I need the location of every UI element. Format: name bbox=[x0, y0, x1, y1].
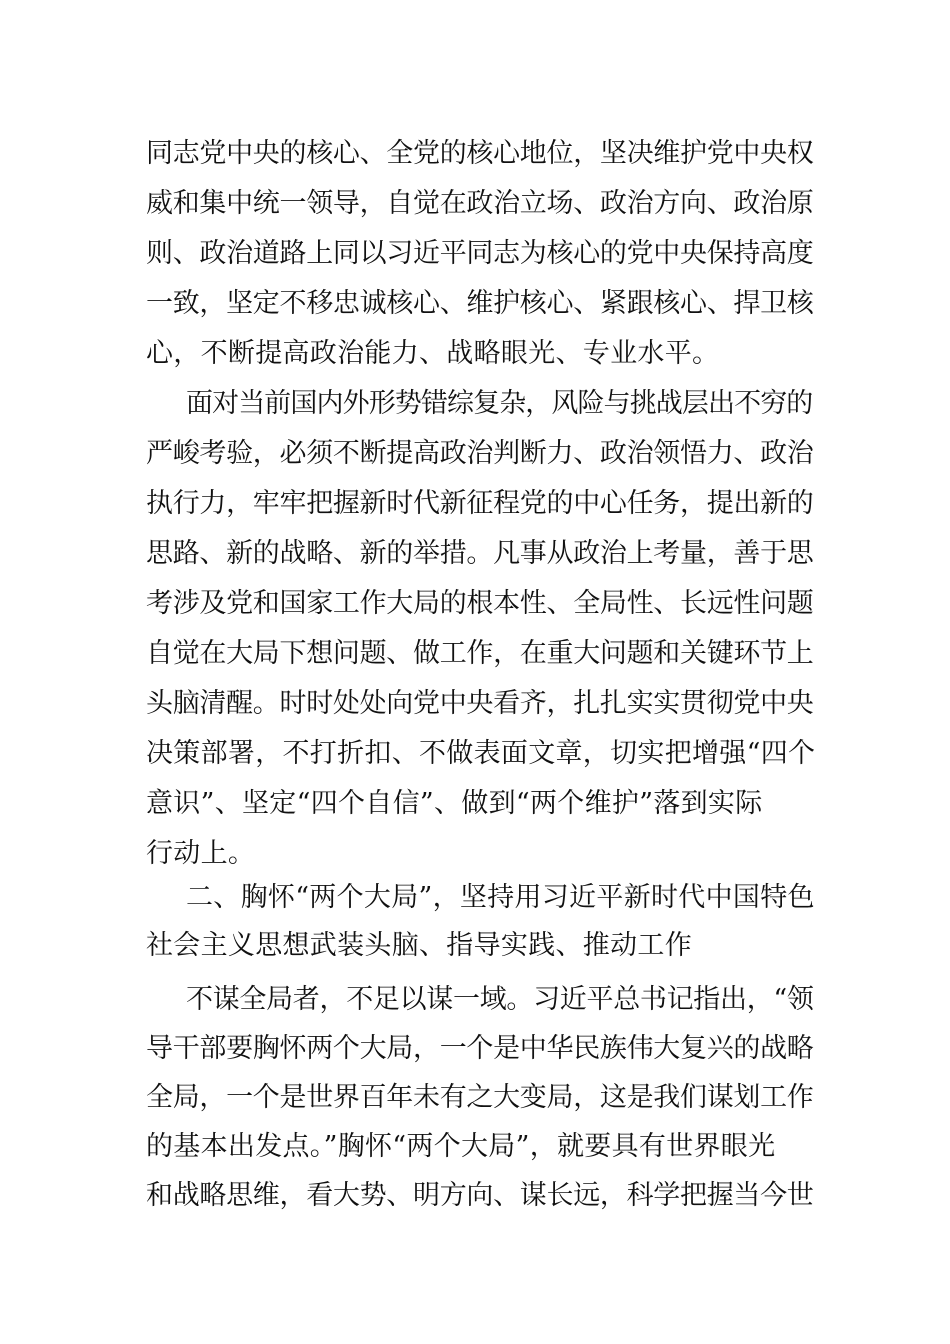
text-line: 一致，坚定不移忠诚核心、维护核心、紧跟核心、捍卫核 bbox=[146, 288, 814, 319]
section-heading-line: 社会主义思想武装头脑、指导实践、推动工作 bbox=[146, 930, 692, 961]
text-line: 的基本出发点。”胸怀“两个大局”，就要具有世界眼光 bbox=[146, 1131, 776, 1162]
text-line: 考涉及党和国家工作大局的根本性、全局性、长远性问题 bbox=[146, 588, 814, 619]
text-line: 同志党中央的核心、全党的核心地位，坚决维护党中央权 bbox=[146, 138, 814, 169]
text-line: 导干部要胸怀两个大局，一个是中华民族伟大复兴的战略 bbox=[146, 1033, 814, 1064]
text-line: 自觉在大局下想问题、做工作，在重大问题和关键环节上 bbox=[146, 638, 814, 669]
text-line: 和战略思维，看大势、明方向、谋长远，科学把握当今世 bbox=[146, 1180, 814, 1211]
section-heading-line: 二、胸怀“两个大局”，坚持用习近平新时代中国特色 bbox=[186, 882, 815, 913]
text-line: 头脑清醒。时时处处向党中央看齐，扎扎实实贯彻党中央 bbox=[146, 688, 814, 719]
text-line: 意识”、坚定“四个自信”、做到“两个维护”落到实际 bbox=[146, 788, 763, 819]
text-line: 执行力，牢牢把握新时代新征程党的中心任务，提出新的 bbox=[146, 488, 814, 519]
text-line: 行动上。 bbox=[146, 838, 256, 869]
text-line: 严峻考验，必须不断提高政治判断力、政治领悟力、政治 bbox=[146, 438, 814, 469]
text-line: 思路、新的战略、新的举措。凡事从政治上考量，善于思 bbox=[146, 538, 814, 569]
paragraph-first-line: 面对当前国内外形势错综复杂，风险与挑战层出不穷的 bbox=[186, 388, 813, 419]
text-line: 威和集中统一领导，自觉在政治立场、政治方向、政治原 bbox=[146, 188, 814, 219]
paragraph-first-line: 不谋全局者，不足以谋一域。习近平总书记指出，“领 bbox=[186, 984, 814, 1015]
text-line: 全局，一个是世界百年未有之大变局，这是我们谋划工作 bbox=[146, 1082, 814, 1113]
text-line: 决策部署，不打折扣、不做表面文章，切实把增强“四个 bbox=[146, 738, 816, 769]
text-line: 心，不断提高政治能力、战略眼光、专业水平。 bbox=[146, 338, 720, 369]
text-line: 则、政治道路上同以习近平同志为核心的党中央保持高度 bbox=[146, 238, 814, 269]
